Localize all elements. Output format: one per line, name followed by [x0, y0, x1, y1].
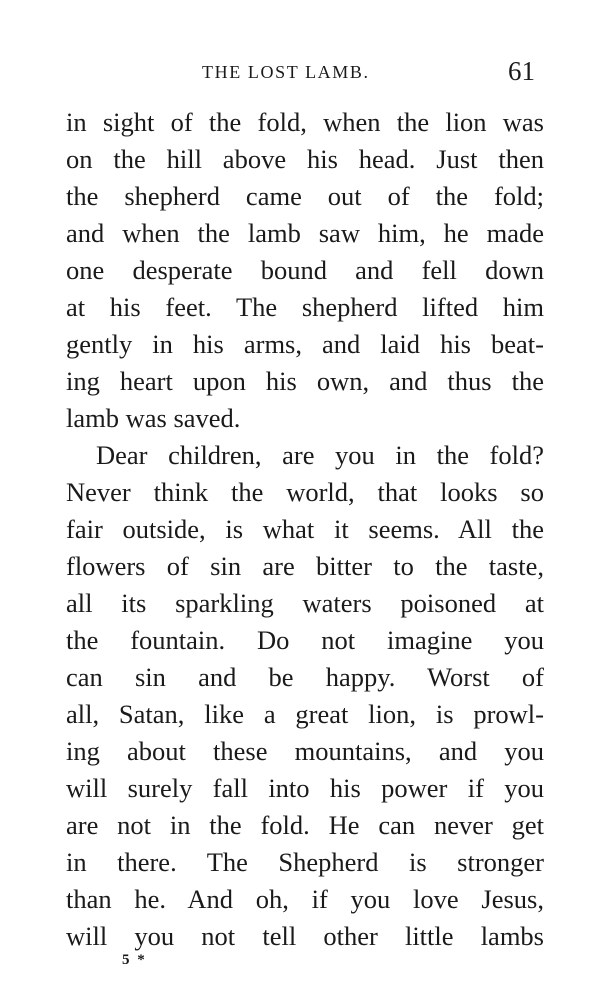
text-line: all, Satan, like a great lion, is prowl- [66, 699, 544, 729]
text-line: gently in his arms, and laid his beat- [66, 329, 544, 359]
text-line: can sin and be happy. Worst of [66, 662, 544, 692]
text-line: Never think the world, that looks so [66, 477, 544, 507]
text-line: will you not tell other little lambs [66, 921, 544, 951]
text-line: are not in the fold. He can never get [66, 810, 544, 840]
text-line: ing heart upon his own, and thus the [66, 366, 544, 396]
running-head [0, 56, 603, 86]
text-line: one desperate bound and fell down [66, 255, 544, 285]
signature-mark: 5 * [122, 952, 147, 968]
text-line: ing about these mountains, and you [66, 736, 544, 766]
text-line: in sight of the fold, when the lion was [66, 107, 544, 137]
text-line: on the hill above his head. Just then [66, 144, 544, 174]
text-line: flowers of sin are bitter to the taste, [66, 551, 544, 581]
text-line: than he. And oh, if you love Jesus, [66, 884, 544, 914]
text-line: in there. The Shepherd is stronger [66, 847, 544, 877]
page-number: 61 [508, 56, 535, 86]
text-line: the fountain. Do not imagine you [66, 625, 544, 655]
running-title: THE LOST LAMB. [202, 62, 370, 82]
text-line: and when the lamb saw him, he made [66, 218, 544, 248]
text-line: all its sparkling waters poisoned at [66, 588, 544, 618]
text-line: lamb was saved. [66, 403, 241, 433]
text-line: Dear children, are you in the fold? [96, 440, 544, 470]
text-line: at his feet. The shepherd lifted him [66, 292, 544, 322]
text-line: will surely fall into his power if you [66, 773, 544, 803]
text-line: the shepherd came out of the fold; [66, 181, 544, 211]
text-line: fair outside, is what it seems. All the [66, 514, 544, 544]
